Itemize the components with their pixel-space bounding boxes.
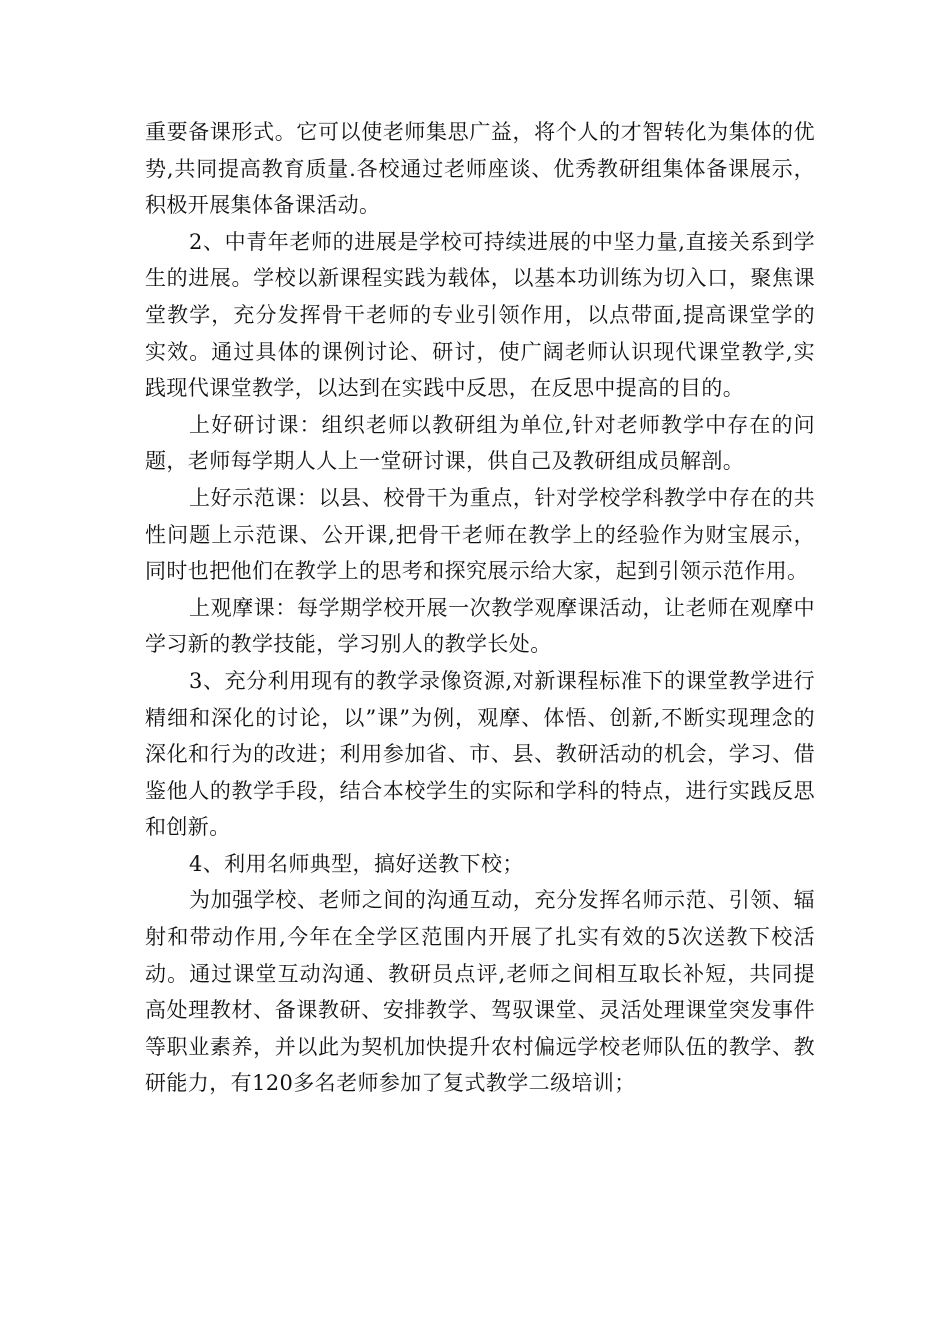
- paragraph-point-2: 2、中青年老师的进展是学校可持续进展的中坚力量,直接关系到学生的进展。学校以新课程实践为载体，以基本功训练为切入口，聚焦课堂教学，充分发挥骨干老师的专业引领作用，以点带面,提高课堂学的实效。通过具体的课例讨论、研讨，使广阔老师认识现代课堂教学,实践现代课堂教学，以达到在实践中反思，在反思中提高的目的。: [145, 229, 815, 401]
- paragraph-teaching-outreach: 为加强学校、老师之间的沟通互动，充分发挥名师示范、引领、辐射和带动作用,今年在全学区范围内开展了扎实有效的5次送教下校活动。通过课堂互动沟通、教研员点评,老师之间相互取长补短，共同提高处理教材、备课教研、安排教学、驾驭课堂、灵活处理课堂突发事件等职业素养，并以此为契机加快提升农村偏远学校老师队伍的教学、教研能力，有120多名老师参加了复式教学二级培训；: [145, 888, 815, 1096]
- paragraph-demonstration-class: 上好示范课：以县、校骨干为重点，针对学校学科教学中存在的共性问题上示范课、公开课,把骨干老师在教学上的经验作为财宝展示，同时也把他们在教学上的思考和探究展示给大家，起到引领示范作用。: [145, 485, 815, 584]
- paragraph-point-4: 4、利用名师典型，搞好送教下校；: [189, 851, 524, 876]
- paragraph-point-3: 3、充分利用现有的教学录像资源,对新课程标准下的课堂教学进行精细和深化的讨论，以”课”为例，观摩、体悟、创新,不断实现理念的深化和行为的改进；利用参加省、市、县、教研活动的机会，学习、借鉴他人的教学手段，结合本校学生的实际和学科的特点，进行实践反思和创新。: [145, 668, 815, 840]
- paragraph-observation-class: 上观摩课：每学期学校开展一次教学观摩课活动，让老师在观摩中学习新的教学技能，学习别人的教学长处。: [145, 595, 815, 657]
- document-body: [145, 114, 815, 1102]
- paragraph-continuation: 重要备课形式。它可以使老师集思广益，将个人的才智转化为集体的优势,共同提高教育质量.各校通过老师座谈、优秀教研组集体备课展示，积极开展集体备课活动。: [145, 120, 815, 218]
- paragraph-research-class: 上好研讨课：组织老师以教研组为单位,针对老师教学中存在的问题，老师每学期人人上一堂研讨课，供自己及教研组成员解剖。: [145, 412, 815, 474]
